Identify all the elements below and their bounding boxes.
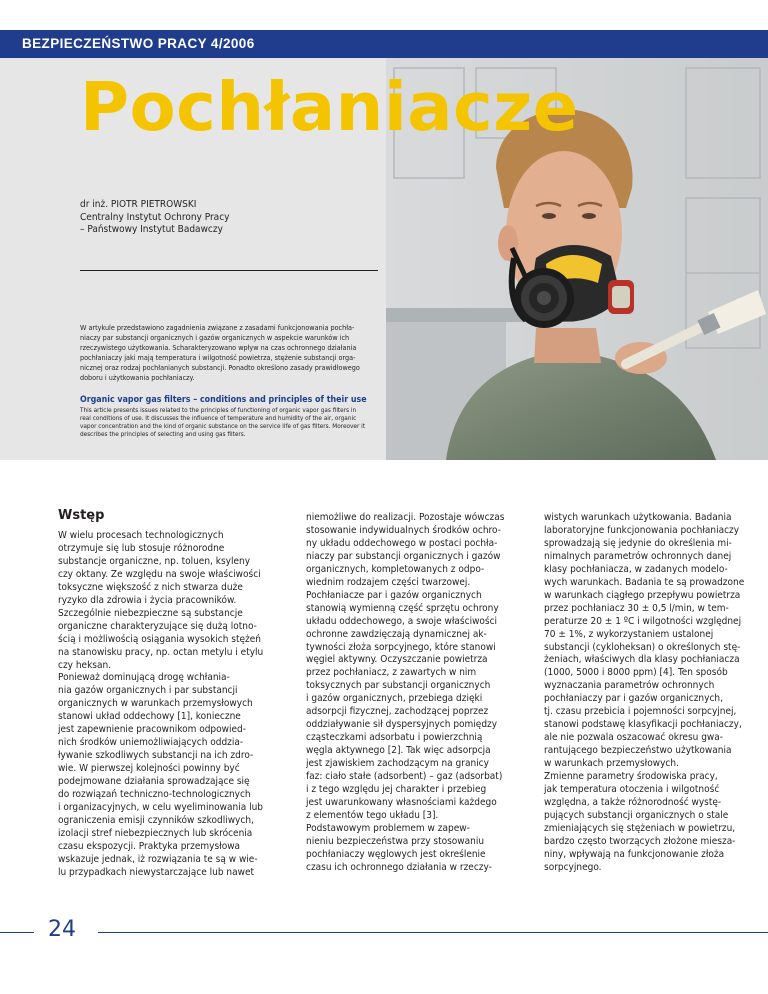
- text-line: organicznych, kompletowanych z odpo-: [306, 563, 485, 575]
- text-line: zmieniających się stężeniach w powietrzu,: [544, 822, 736, 834]
- text-line: ograniczenia emisji czynników szkodliwych,: [58, 814, 254, 826]
- author-affiliation: – Państwowy Instytut Badawczy: [80, 224, 223, 236]
- text-line: ochronne zawdzięczają dynamicznej ak-: [306, 628, 487, 640]
- text-line: organiczne charakteryzujące się dużą lotno-: [58, 620, 257, 632]
- text-line: wiednim rodzajem części twarzowej.: [306, 576, 471, 588]
- text-line: toksycznych par substancji organicznych: [306, 680, 491, 692]
- text-line: jest zapewnienie pracownikom odpowied-: [58, 724, 246, 736]
- text-line: niemożliwe do realizacji. Pozostaje wówczas: [306, 512, 505, 523]
- text-line: czy heksan.: [58, 659, 112, 671]
- text-line: przez pochłaniacz, z zawartych w nim: [306, 667, 477, 679]
- text-line: klasy pochłaniacza, w zadanych modelo-: [544, 563, 728, 575]
- text-line: stanowią wymienną część sprzętu ochrony: [306, 602, 499, 614]
- text-line: 70 ± 1%, z wykorzystaniem ustalonej: [544, 628, 714, 640]
- text-line: cząsteczkami adsorbatu i powierzchnią: [306, 732, 483, 744]
- text-line: czasu ekspozycji. Praktyka przemysłowa: [58, 840, 241, 852]
- text-line: podejmowane działania sprowadzające się: [58, 776, 250, 788]
- text-line: pujących substancji organicznych o stale: [544, 809, 729, 821]
- text-line: jest uwarunkowany własnościami każdego: [306, 796, 497, 808]
- text-line: ny układu oddechowego w postaci pochła-: [306, 537, 498, 549]
- text-line: w warunkach ciągłego przepływu powietrza: [544, 589, 741, 601]
- text-line: czasu ich ochronnego działania w rzeczy-: [306, 861, 492, 873]
- text-line: tj. czasu przebicia i pojemności sorpcyjnej,: [544, 706, 737, 718]
- text-line: otrzymuje się lub stosuje różnorodne: [58, 542, 225, 554]
- text-line: układu oddechowego, a swoje właściwości: [306, 615, 498, 627]
- text-line: do rozwiązań techniczno-technologicznych: [58, 789, 251, 801]
- text-line: węgiel aktywny. Oczyszczanie powietrza: [306, 654, 488, 666]
- text-line: stanowi podstawę klasyfikacji pochłaniaczy,: [544, 719, 742, 731]
- text-line: żeniach, właściwych dla klasy pochłaniacza: [544, 654, 740, 666]
- text-line: lu przypadkach niewystarczające lub nawet: [58, 866, 255, 878]
- text-line: faz: ciało stałe (adsorbent) – gaz (adsorbat): [306, 771, 503, 783]
- text-line: wistych warunkach użytkowania. Badania: [544, 512, 732, 523]
- text-line: rantującego bezpieczeństwo użytkowania: [544, 745, 732, 757]
- text-line: stosowanie indywidualnych środków ochro-: [306, 524, 501, 536]
- text-line: i z tego względu jej charakter i przebieg: [306, 784, 487, 796]
- text-line: przez pochłaniacz 30 ± 0,5 l/min, w tem-: [544, 602, 729, 614]
- abstract-line: nicznej oraz rodzaj pochłanianych substancji. Ponadto określono zasady prawidłowego: [80, 363, 360, 372]
- text-line: jest zjawiskiem zachodzącym na granicy: [306, 758, 489, 770]
- text-line: Ponieważ dominującą drogę wchłania-: [58, 672, 230, 684]
- text-line: peraturze 20 ± 1 ºC i wilgotności względnej: [544, 615, 742, 627]
- abstract-line: rzeczywistego użytkowania. Scharakteryzowano wpływ na czas ochronnego działania: [80, 343, 357, 352]
- page-number: 24: [48, 917, 76, 942]
- text-column-1: [58, 530, 272, 880]
- text-line: substancji (cykloheksan) o określonych stę-: [544, 641, 741, 653]
- section-heading: Wstęp: [58, 508, 105, 523]
- text-line: jak temperatura otoczenia i wilgotność: [544, 784, 720, 796]
- abstract-line: vapor concentration and the kind of organic substance on the service life of gas filters. Moreover it: [80, 422, 366, 430]
- text-line: toksyczne większość z nich stwarza duże: [58, 581, 243, 593]
- author-affiliation: Centralny Instytut Ochrony Pracy: [80, 211, 230, 223]
- text-line: sprowadzają się jedynie do określenia mi-: [544, 537, 732, 549]
- text-line: na stanowisku pracy, np. octan metylu i etylu: [58, 646, 264, 658]
- text-line: wie. W pierwszej kolejności powinny być: [58, 763, 240, 775]
- text-line: niaczy par substancji organicznych i gazów: [306, 550, 501, 562]
- text-line: w warunkach przemysłowych.: [544, 758, 679, 770]
- text-line: nimalnych parametrów ochronnych danej: [544, 550, 732, 562]
- text-line: węgla aktywnego [2]. Tak więc adsorpcja: [306, 745, 491, 757]
- author-byline: [80, 199, 400, 237]
- abstract-line: niaczy par substancji organicznych i gazów organicznych w aspekcie warunków ich: [80, 333, 350, 342]
- text-line: laboratoryjne funkcjonowania pochłaniaczy: [544, 524, 740, 536]
- text-line: nieniu bezpieczeństwa przy stosowaniu: [306, 835, 485, 847]
- text-line: Szczególnie niebezpieczne są substancje: [58, 607, 243, 619]
- text-line: ścią i możliwością osiągania wysokich stężeń: [58, 633, 262, 645]
- text-line: Podstawowym problemem w zapew-: [306, 822, 470, 834]
- abstract-line: W artykule przedstawiono zagadnienia związane z zasadami funkcjonowania pochła-: [80, 323, 355, 332]
- text-line: Pochłaniacze par i gazów organicznych: [306, 589, 482, 601]
- text-column-2: [306, 512, 520, 875]
- text-line: wskazuje jednak, iż rozwiązania te są w wie-: [58, 853, 258, 865]
- divider: [80, 270, 378, 271]
- text-line: nich środków uniemożliwiających oddzia-: [58, 737, 244, 749]
- text-line: niny, wpływają na funkcjonowanie złoża: [544, 848, 725, 860]
- article-title: Pochłaniacze: [80, 68, 579, 146]
- abstract-english-title: Organic vapor gas filters – conditions and principles of their use: [80, 395, 367, 405]
- text-line: i organizacyjnych, w celu wyeliminowania lub: [58, 802, 264, 814]
- text-line: sorpcyjnego.: [544, 861, 602, 873]
- text-line: pochłaniaczy węglowych jest określenie: [306, 848, 486, 860]
- text-line: nia gazów organicznych i par substancji: [58, 685, 238, 697]
- text-line: wyznaczania parametrów ochronnych: [544, 680, 715, 692]
- text-line: organicznych w warunkach przemysłowych: [58, 698, 253, 710]
- text-line: i gazów organicznych, przebiega dzięki: [306, 693, 483, 705]
- text-line: (1000, 5000 i 8000 ppm) [4]. Ten sposób: [544, 667, 728, 679]
- text-line: Zmienne parametry środowiska pracy,: [544, 771, 718, 783]
- abstract-line: describes the principles of selecting and using gas filters.: [80, 430, 246, 438]
- text-line: adsorpcji fizycznej, zachodzącej poprzez: [306, 706, 489, 718]
- text-line: ływanie szkodliwych substancji na ich zdro-: [58, 750, 254, 762]
- abstract-english: [80, 406, 384, 438]
- text-line: wych warunkach. Badania te są prowadzone: [544, 576, 745, 588]
- text-line: izolacji stref niebezpiecznych lub skrócenia: [58, 827, 253, 839]
- text-line: oddziaływanie sił dyspersyjnych pomiędzy: [306, 719, 498, 731]
- abstract-line: doboru i użytkowania pochłaniaczy.: [80, 373, 195, 382]
- text-line: stanowi układ oddechowy [1], konieczne: [58, 711, 241, 723]
- running-head: BEZPIECZEŃSTWO PRACY 4/2006: [22, 36, 255, 51]
- abstract-polish: [80, 323, 384, 383]
- text-line: z elementów tego układu [3].: [306, 809, 439, 821]
- text-line: substancje organiczne, np. toluen, ksyleny: [58, 555, 251, 567]
- text-line: względna, a także różnorodność wystę-: [544, 796, 722, 808]
- footer-rule: [0, 932, 768, 933]
- text-line: czy oktany. Ze względu na swoje właściwości: [58, 568, 261, 580]
- abstract-line: This article presents issues related to the principles of functioning of organic vapor gas filters in: [80, 406, 357, 414]
- text-line: W wielu procesach technologicznych: [58, 530, 224, 541]
- text-line: bardzo często tworzących złożone miesza-: [544, 835, 736, 847]
- text-line: tywności złoża sorpcyjnego, które stanowi: [306, 641, 496, 653]
- author-name: dr inż. PIOTR PIETROWSKI: [80, 199, 197, 210]
- text-line: ale nie pozwala oszacować okresu gwa-: [544, 732, 724, 744]
- abstract-line: real conditions of use. It discusses the influence of temperature and humidity of the air, organic: [80, 414, 357, 422]
- abstract-line: pochłaniaczy jaki mają temperatura i wilgotność powietrza, stężenie substancji orga-: [80, 353, 356, 362]
- text-column-3: [544, 512, 758, 875]
- text-line: pochłaniaczy par i gazów organicznych,: [544, 693, 723, 705]
- text-line: ryzyko dla zdrowia i życia pracowników.: [58, 594, 237, 606]
